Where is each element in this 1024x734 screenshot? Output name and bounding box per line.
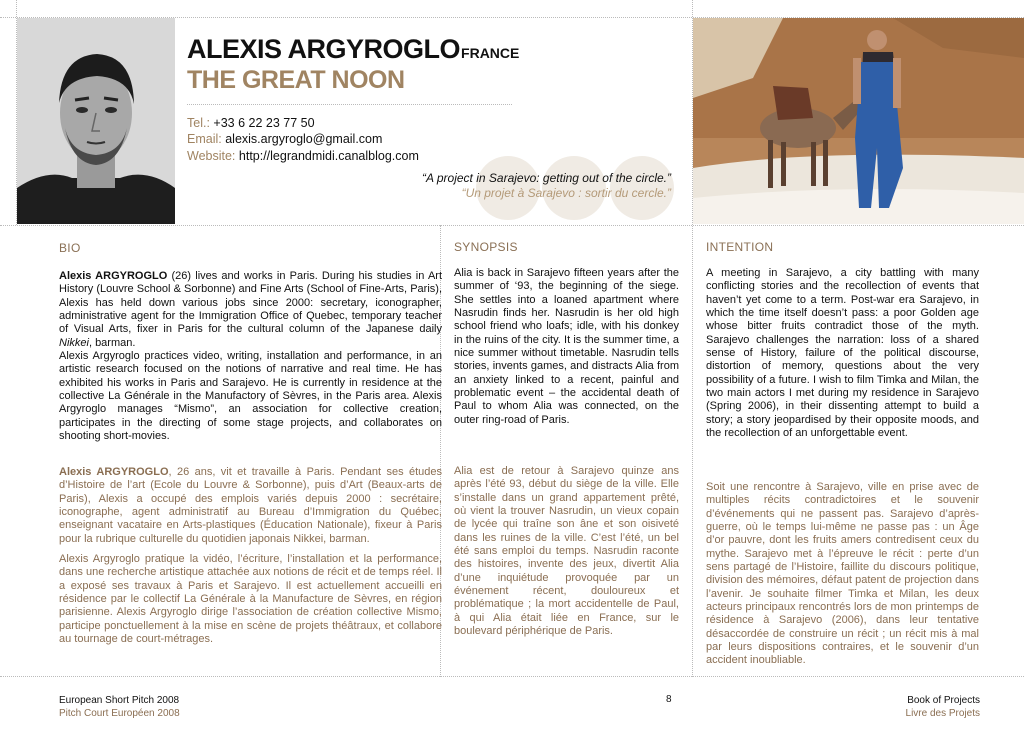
footer-book-english: Book of Projects: [907, 695, 980, 706]
project-title: THE GREAT NOON: [187, 66, 405, 94]
section-heading-intention: INTENTION: [706, 240, 774, 254]
intention-english: A meeting in Sarajevo, a city battling with many conflicting stories and the recollection of events that haven’t yet come to a term. Post-war era Sarajevo, in which the time itself doesn’t pass: a poor Golden age whose bitter fruits contradict those of the myth. Sarajevo challenges the narration: loss of a shared sense of History, failure of the political discourse, distortion of memory, questions about the very possibility of a future. I wish to film Timka and Milan, the two main actors I met during my residence in Sarajevo (Spring 2006), in their dissenting attempt to build a story; a story jeopardised by their opposite moods, and the recollection of an unforgettable event.: [706, 267, 979, 440]
country: FRANCE: [461, 45, 520, 61]
footer-event-english: European Short Pitch 2008: [59, 695, 180, 706]
guide-mid: [0, 225, 1024, 226]
bio-french-p1: Alexis ARGYROGLO, 26 ans, vit et travaille à Paris. Pendant ses études d’Histoire de l’art (Ecole du Louvre & Sorbonne), puis d’Art (Beaux-arts de Paris), Alexis a occupé des emplois variés depuis 2000 : secrétaire, iconographe, agent administratif au Bureau d’Immigration du Québec, enseignant vacataire en Arts-plastiques (Éducation Nationale), fixeur à Paris pour la rubrique culturelle du quotidien japonais Nikkei, barman.: [59, 466, 442, 545]
footer-book-french: Livre des Projets: [905, 708, 980, 719]
bio-french-p2: Alexis Argyroglo pratique la vidéo, l’écriture, l’installation et la performance, dans une recherche artistique attachée aux notions de récit et de temps réel. Il a exposé ses travaux à Paris et Sarajevo. Il est actuellement accueilli en résidence par le collectif La Générale à la Manufacture de Sèvres, en région parisienne. Alexis Argyroglo dirige l’association de création collective Mismo, participe ponctuellement à la mise en scène de projets théâtraux, et collabore au tournage de court-métrages.: [59, 553, 442, 646]
header-rule: [187, 104, 512, 105]
bio-english-p2: Alexis Argyroglo practices video, writing, installation and performance, in an artistic research focused on the notions of narrative and real time. He has exhibited his works in Paris and Sarajevo. He is currently in residence at the collective La Générale in the Manufactory of Sèvres, in the Paris area. Alexis Argyroglo manages “Mismo”, an association for collective creation, participates in the directing of some stage projects, and collaborates on shooting short-movies.: [59, 350, 442, 443]
bio-english-p1: Alexis ARGYROGLO (26) lives and works in Paris. During his studies in Art History (Louvre School & Sorbonne) and Fine Arts (School of Fine-Arts, Paris), Alexis has held down various jobs since 2000: secretary, iconographer, administrative agent for the Immigration Office of Quebec, temporary teacher of Visual Arts, fixer in Paris for the cultural column of the Japanese daily Nikkei, barman.: [59, 270, 443, 349]
quote-english: “A project in Sarajevo: getting out of the circle.”: [421, 171, 671, 185]
contact-tel: Tel.: +33 6 22 23 77 50: [187, 116, 315, 130]
page-number: 8: [666, 694, 672, 705]
synopsis-english: Alia is back in Sarajevo fifteen years after the summer of ‘93, the beginning of the siege. She settles into a loaned apartment where Nasrudin finds her. Nasrudin is her old high school friend who loafs; idle, with his donkey in the ruins of the city. It is the summer time, a nice summer without timetable. Nasrudin tells stories, invents games, and distracts Alia from an anxiety linked to a recent, painful and problematic event – the accidental death of Paul to whom Alia was connected, on the outer ring-road of Paris.: [454, 267, 679, 426]
section-heading-bio: BIO: [59, 241, 81, 255]
film-still-photo: [693, 18, 1024, 224]
director-name: ALEXIS ARGYROGLOFRANCE: [187, 34, 520, 64]
synopsis-french: Alia est de retour à Sarajevo quinze ans après l’été 93, début du siège de la ville. Elle s’installe dans un grand appartement prêté, où vient la trouver Nasrudin, un vieux copain de lycée qui traîne son âne et son oisiveté dans les ruines de la ville. C’est l’été, un bel été sans emploi du temps. Nasrudin raconte des histoires, invente des jeux, divertit Alia d’une inquiétude provoquée par un événement récent, douloureux et problématique ; la mort accidentelle de Paul, à qui Alia était liée en France, sur le boulevard périphérique de Paris.: [454, 465, 679, 638]
guide-bottom: [0, 676, 1024, 677]
contact-email[interactable]: Email: alexis.argyroglo@gmail.com: [187, 132, 383, 146]
contact-website[interactable]: Website: http://legrandmidi.canalblog.com: [187, 149, 419, 163]
footer-event-french: Pitch Court Européen 2008: [59, 708, 180, 719]
section-heading-synopsis: SYNOPSIS: [454, 240, 518, 254]
quote-french: “Un projet à Sarajevo : sortir du cercle.”: [461, 186, 671, 200]
portrait-photo: [17, 18, 175, 224]
intention-french: Soit une rencontre à Sarajevo, ville en prise avec de multiples récits contradictoires et le souvenir d’événements qui ne passent pas. Sarajevo d’après-guerre, où le temps lui-même ne passe pas : un Âge d’or pauvre, dont les fruits amers contredisent ceux du mythe. Sarajevo met à l’épreuve le récit : perte d’un sens partagé de l’Histoire, faillite du discours politique, division des mémoires, défaut patent de projection dans l’avenir. Je souhaite filmer Timka et Milan, les deux acteurs principaux rencontrés lors de mon printemps de résidence à Sarajevo (2006), dans leur tentative désaccordée de construire un récit ; un récit mis à mal par leurs dispositions contraires, et le souvenir d’un accident inoubliable.: [706, 481, 979, 667]
